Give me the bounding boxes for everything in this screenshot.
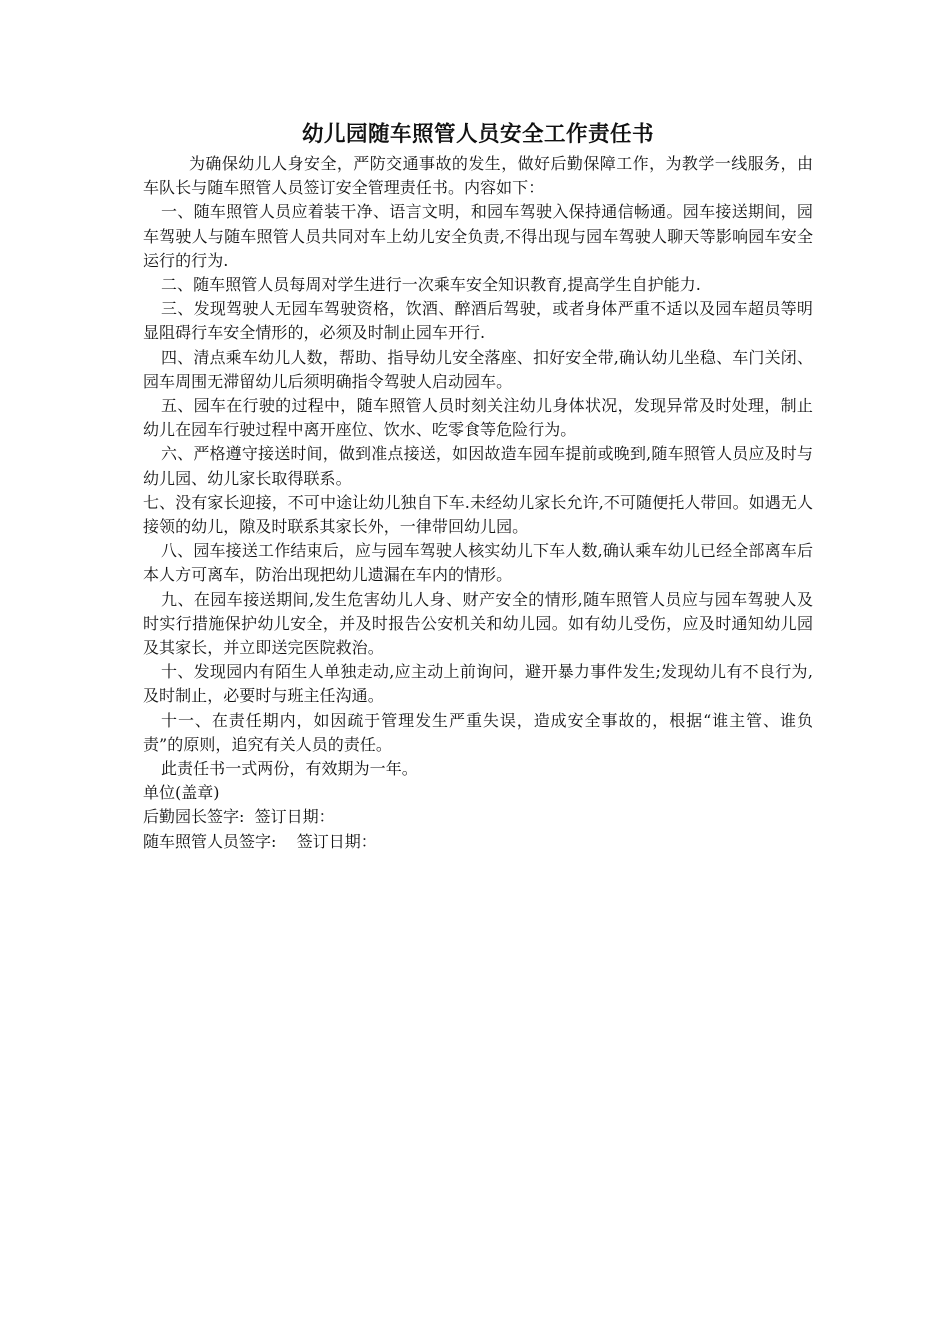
document-title: 幼儿园随车照管人员安全工作责任书: [301, 122, 654, 147]
clause-3: 三、发现驾驶人无园车驾驶资格，饮酒、醉酒后驾驶，或者身体严重不适以及园车超员等明显阻碍行车安全情形的，必须及时制止园车开行.: [143, 299, 813, 343]
caretaker-signature-line: 随车照管人员签字: 签订日期：: [143, 831, 377, 851]
intro-paragraph: 为确保幼儿人身安全，严防交通事故的发生，做好后勤保障工作，为教学一线服务，由车队长与随车照管人员签订安全管理责任书。内容如下：: [143, 154, 813, 198]
clause-2: 二、随车照管人员每周对学生进行一次乘车安全知识教育,提高学生自护能力.: [161, 275, 701, 295]
clause-8: 八、园车接送工作结束后，应与园车驾驶人核实幼儿下车人数,确认乘车幼儿已经全部离车后本人方可离车，防治出现把幼儿遗漏在车内的情形。: [143, 541, 813, 585]
clause-9: 九、在园车接送期间,发生危害幼儿人身、财产安全的情形,随车照管人员应与园车驾驶人及时实行措施保护幼儿安全，并及时报告公安机关和幼儿园。如有幼儿受伤，应及时通知幼儿园及其家长，并立即送完医院救治。: [143, 589, 813, 658]
clause-6: 六、严格遵守接送时间，做到准点接送，如因故造车园车提前或晚到,随车照管人员应及时与幼儿园、幼儿家长取得联系。: [143, 444, 813, 488]
director-signature-line: 后勤园长签字: 签订日期：: [143, 807, 335, 827]
document-page: [143, 118, 813, 854]
clause-11: 十一、在责任期内，如因疏于管理发生严重失误，造成安全事故的，根据“谁主管、谁负责”的原则，追究有关人员的责任。: [143, 710, 813, 754]
unit-seal-line: 单位(盖章): [143, 783, 220, 803]
clause-5: 五、园车在行驶的过程中，随车照管人员时刻关注幼儿身体状况，发现异常及时处理，制止幼儿在园车行驶过程中离开座位、饮水、吃零食等危险行为。: [143, 396, 813, 440]
clause-10: 十、发现园内有陌生人单独走动,应主动上前询问，避开暴力事件发生;发现幼儿有不良行为,及时制止，必要时与班主任沟通。: [143, 662, 813, 706]
clause-1: 一、随车照管人员应着装干净、语言文明，和园车驾驶入保持通信畅通。园车接送期间，园车驾驶人与随车照管人员共同对车上幼儿安全负责,不得出现与园车驾驶人聊天等影响园车安全运行的行为.: [143, 202, 813, 270]
clause-7: 七、没有家长迎接，不可中途让幼儿独自下车.未经幼儿家长允许,不可随便托人带回。如遇无人接领的幼儿，隙及时联系其家长外，一律带回幼儿园。: [143, 492, 813, 537]
clause-4: 四、清点乘车幼儿人数，帮助、指导幼儿安全落座、扣好安全带,确认幼儿坐稳、车门关闭、园车周围无滞留幼儿后须明确指令驾驶人启动园车。: [143, 347, 813, 391]
validity-statement: 此责任书一式两份，有效期为一年。: [161, 759, 418, 779]
